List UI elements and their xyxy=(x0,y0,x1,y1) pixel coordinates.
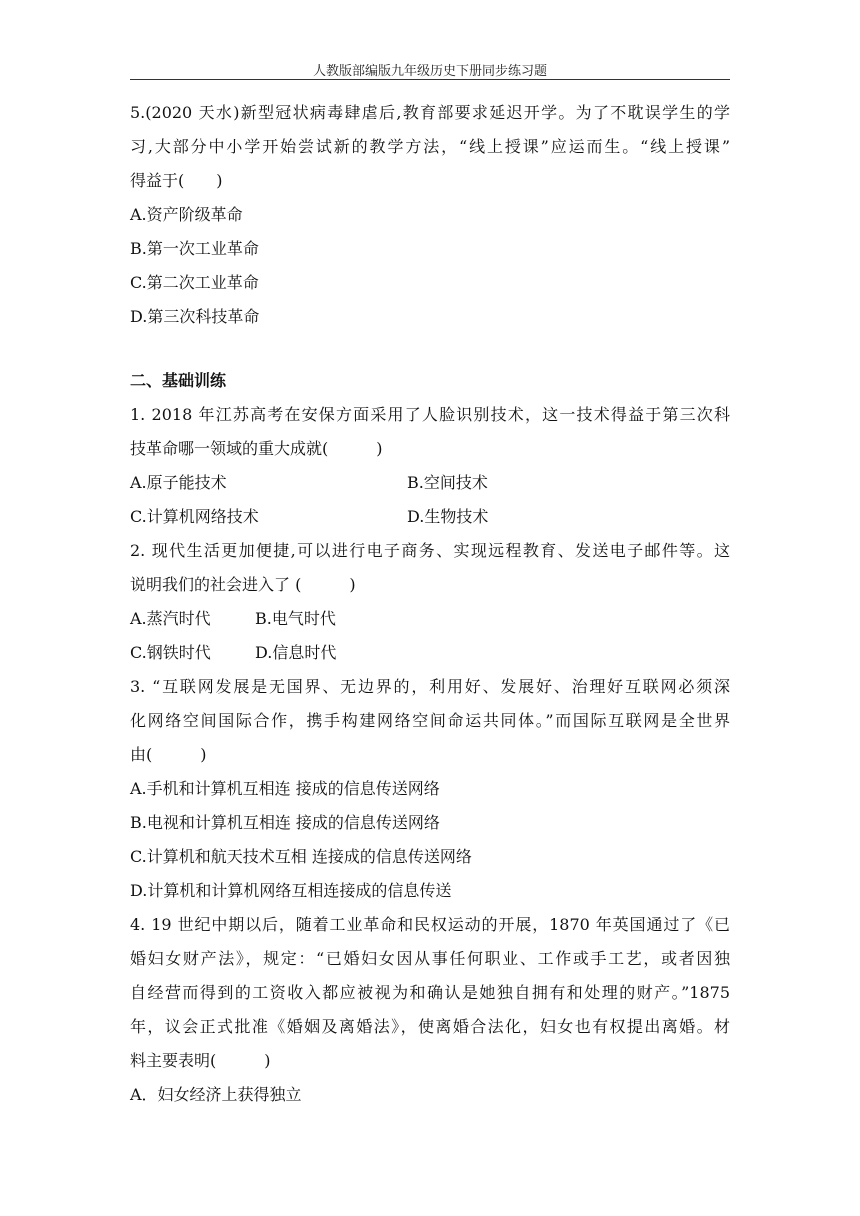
basic-question-1-line-1: 1. 2018 年江苏高考在安保方面采用了人脸识别技术，这一技术得益于第三次科 xyxy=(130,405,730,424)
header-divider xyxy=(130,79,730,80)
basic-question-4 xyxy=(130,908,730,1112)
basic-question-1-options-row-1 xyxy=(130,466,730,500)
basic-question-1-option-b: B.空间技术 xyxy=(407,473,488,492)
basic-question-2-option-d: D.信息时代 xyxy=(255,643,337,662)
basic-question-3-line-1: 3. “互联网发展是无国界、无边界的，利用好、发展好、治理好互联网必须深 xyxy=(130,677,730,696)
section-title: 二、基础训练 xyxy=(130,371,227,390)
basic-question-3-option-d: D.计算机和计算机网络互相连接成的信息传送 xyxy=(130,881,452,900)
basic-question-1-option-d: D.生物技术 xyxy=(407,507,489,526)
question-5-option-a: A.资产阶级革命 xyxy=(130,205,243,224)
question-5-line-2: 习,大部分中小学开始尝试新的教学方法，“线上授课”应运而生。“线上授课” xyxy=(130,137,730,156)
basic-question-3 xyxy=(130,670,730,908)
section-spacer xyxy=(130,334,730,364)
basic-question-2-options-row-2 xyxy=(130,636,730,670)
basic-question-4-line-2: 婚妇女财产法》，规定：“已婚妇女因从事任何职业、工作或手工艺，或者因独 xyxy=(130,949,730,968)
basic-question-3-option-c: C.计算机和航天技术互相 连接成的信息传送网络 xyxy=(130,847,472,866)
basic-question-1-line-2: 技革命哪一领域的重大成就( ) xyxy=(130,439,383,458)
question-5-line-1: 5.(2020 天水)新型冠状病毒肆虐后,教育部要求延迟开学。为了不耽误学生的学 xyxy=(130,103,730,122)
basic-question-3-line-3: 由( ) xyxy=(130,745,207,764)
question-5-option-c: C.第二次工业革命 xyxy=(130,273,259,292)
question-5-option-d: D.第三次科技革命 xyxy=(130,307,260,326)
basic-question-2 xyxy=(130,534,730,670)
basic-question-3-option-b: B.电视和计算机互相连 接成的信息传送网络 xyxy=(130,813,440,832)
basic-question-4-line-1: 4. 19 世纪中期以后，随着工业革命和民权运动的开展，1870 年英国通过了《已 xyxy=(130,915,730,934)
basic-question-4-line-4: 年，议会正式批准《婚姻及离婚法》，使离婚合法化，妇女也有权提出离婚。材 xyxy=(130,1017,730,1036)
basic-question-4-line-3: 自经营而得到的工资收入都应被视为和确认是她独自拥有和处理的财产。”1875 xyxy=(130,983,730,1002)
basic-question-2-option-b: B.电气时代 xyxy=(255,609,336,628)
question-5 xyxy=(130,96,730,334)
question-5-line-3: 得益于( ) xyxy=(130,171,223,190)
basic-question-1-options-row-2 xyxy=(130,500,730,534)
document-body xyxy=(130,96,730,1112)
question-5-option-b: B.第一次工业革命 xyxy=(130,239,259,258)
basic-question-1-option-a: A.原子能技术 xyxy=(130,473,227,492)
basic-question-4-option-a: A．妇女经济上获得独立 xyxy=(130,1085,302,1104)
basic-question-3-line-2: 化网络空间国际合作，携手构建网络空间命运共同体。”而国际互联网是全世界 xyxy=(130,711,730,730)
basic-question-1 xyxy=(130,398,730,534)
basic-question-2-option-a: A.蒸汽时代 xyxy=(130,609,211,628)
basic-question-2-line-1: 2. 现代生活更加便捷,可以进行电子商务、实现远程教育、发送电子邮件等。这 xyxy=(130,541,730,560)
page-header: 人教版部编版九年级历史下册同步练习题 xyxy=(312,64,547,79)
basic-question-4-line-5: 料主要表明( ) xyxy=(130,1051,271,1070)
basic-question-3-option-a: A.手机和计算机互相连 接成的信息传送网络 xyxy=(130,779,440,798)
basic-question-1-option-c: C.计算机网络技术 xyxy=(130,507,259,526)
basic-question-2-option-c: C.钢铁时代 xyxy=(130,643,211,662)
basic-question-2-options-row-1 xyxy=(130,602,730,636)
basic-question-2-line-2: 说明我们的社会进入了 ( ) xyxy=(130,575,356,594)
